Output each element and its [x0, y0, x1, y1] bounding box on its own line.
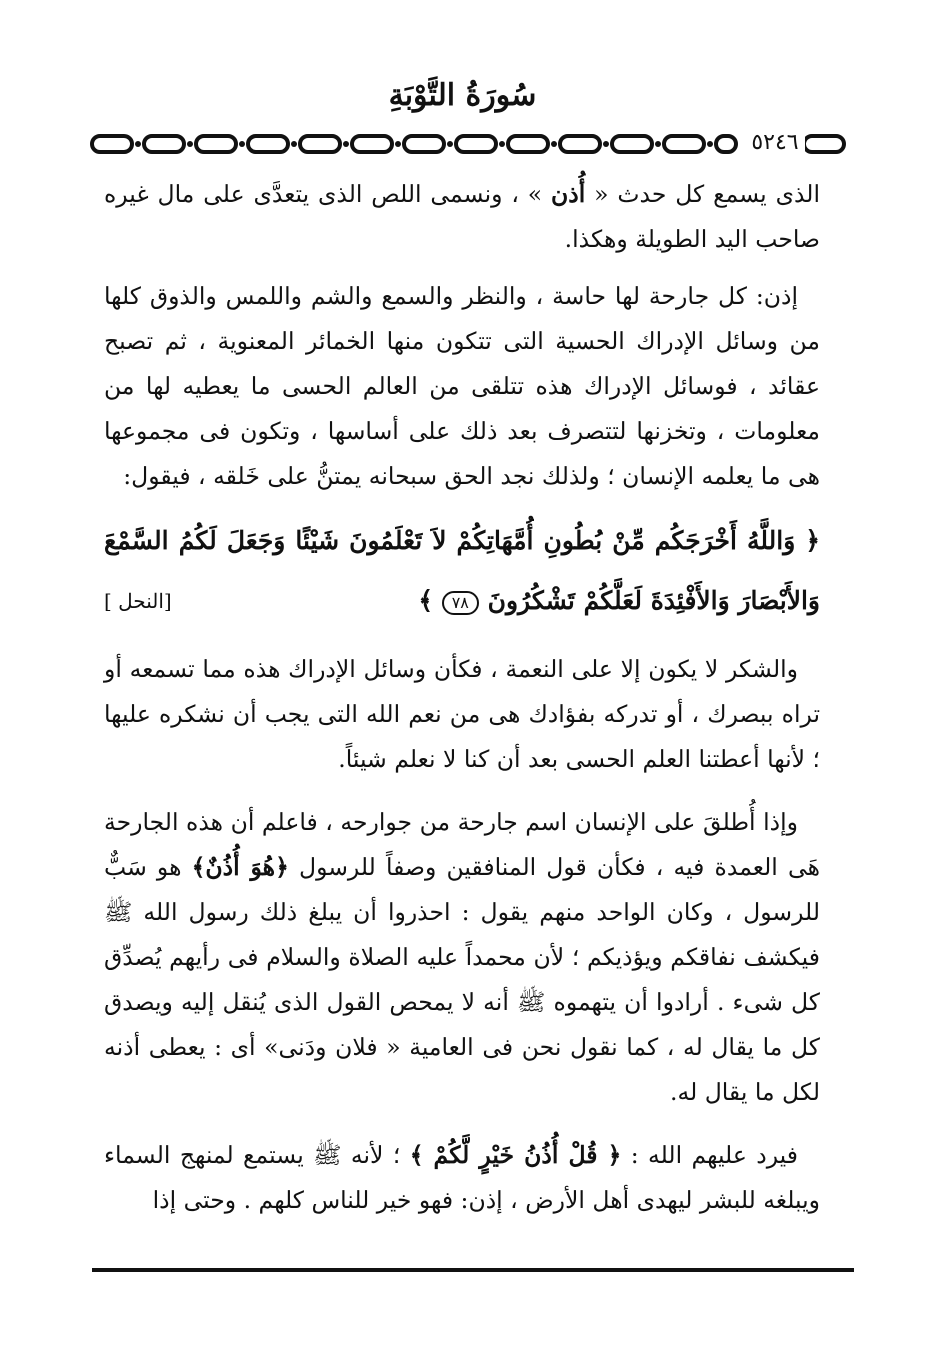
page-number: ٥٢٤٦ — [745, 126, 805, 160]
paragraph-5-part-c: ؛ لأنه ﷺ يستمع لمنهج السماء ويبلغه للبشر ليهدى أهل الأرض ، إذن: فهو خير للناس كلهم . وحتى إذا — [104, 1141, 820, 1214]
quran-verse-line-2-words: وَالأَبْصَارَ وَالأَفْئِدَةَ لَعَلَّكُمْ تَشْكُرُونَ — [487, 586, 820, 615]
paragraph-1-part-a: الذى يسمع كل حدث « — [594, 180, 820, 208]
paragraph-4-quote: ﴿هُوَ أُذُنٌ﴾ — [191, 853, 289, 881]
paragraph-1-part-c: » ، ونسمى اللص الذى يتعدَّى على مال غيره صاحب اليد الطويلة وهكذا. — [104, 180, 820, 253]
paragraph-5-part-a: فيرد عليهم الله : — [630, 1141, 798, 1169]
paragraph-3-text: والشكر لا يكون إلا على النعمة ، فكأن وسائل الإدراك هذه مما تسمعه أو تراه ببصرك ، أو تدركه بفؤادك هى من نعم الله التى يجب أن نشكره عليها ؛ لأنها أعطتنا العلم الحسى بعد أن كنا لا نعلم شيئاً. — [104, 655, 820, 773]
paragraph-3 — [104, 647, 820, 782]
ornamental-header-band — [88, 128, 848, 160]
paragraph-2 — [104, 274, 820, 499]
paragraph-4-part-a: وإذا أُطلقَ على الإنسان اسم جارحة من جوارحه ، فاعلم أن هذه الجارحة هَى العمدة فيه ، فكأن قول المنافقين وصفاً للرسول — [104, 808, 820, 881]
paragraph-1 — [104, 172, 820, 262]
surah-title: سُورَةُ التَّوْبَةِ — [388, 78, 537, 113]
quran-verse-line-1: ﴿ وَاللَّهُ أَخْرَجَكُم مِّنْ بُطُونِ أُمَّهَاتِكُمْ لاَ تَعْلَمُونَ شَيْئًا وَجَعَلَ لَكُمُ السَّمْعَ — [104, 526, 820, 555]
ayah-number-badge: ٧٨ — [442, 591, 479, 615]
paragraph-5-quote: ﴿ قُلْ أُذُنُ خَيْرٍ لَّكُمْ ﴾ — [409, 1141, 622, 1169]
main-text — [104, 172, 820, 1241]
paragraph-2-text: إذن: كل جارحة لها حاسة ، والنظر والسمع والشم واللمس والذوق كلها من وسائل الإدراك الحسية التى تتكون منها الخمائر المعنوية ، ثم تصبح عقائد ، فوسائل الإدراك هذه تتلقى من العالم الحسى ما يعطيه لها من معلومات ، وتخزنها لتتصرف بعد ذلك على أساسها ، وتكون فى مجموعها هى ما يعلمه الإنسان ؛ ولذلك نجد الحق سبحانه يمتنُّ على خَلقه ، فيقول: — [104, 282, 820, 490]
paragraph-4 — [104, 800, 820, 1115]
paragraph-1-keyword: أُذن — [551, 180, 586, 208]
quran-verse-line-2 — [104, 577, 820, 625]
verse-source-reference: [النحل ] — [104, 589, 172, 613]
paragraph-4-part-c: هو سَبٌّ للرسول ، وكان الواحد منهم يقول : احذروا أن يبلغ ذلك رسول الله ﷺ فيكشف نفاقكم ويؤذيكم ؛ لأن محمداً عليه الصلاة والسلام فى رأيهم يُصدِّق كل شىء . أرادوا أن يتهموه ﷺ أنه لا يمحص القول الذى يُنقل إليه ويصدق كل ما يقال له ، كما نقول نحن فى العامية « فلان ودَنى» أى : يعطى أذنه لكل ما يقال له. — [104, 853, 820, 1106]
quran-close-bracket: ﴾ — [418, 586, 433, 615]
footer-rule — [92, 1268, 854, 1272]
quran-verse-line-2-text — [418, 577, 820, 625]
paragraph-5 — [104, 1133, 820, 1223]
ornament-chain-icon — [88, 128, 848, 160]
